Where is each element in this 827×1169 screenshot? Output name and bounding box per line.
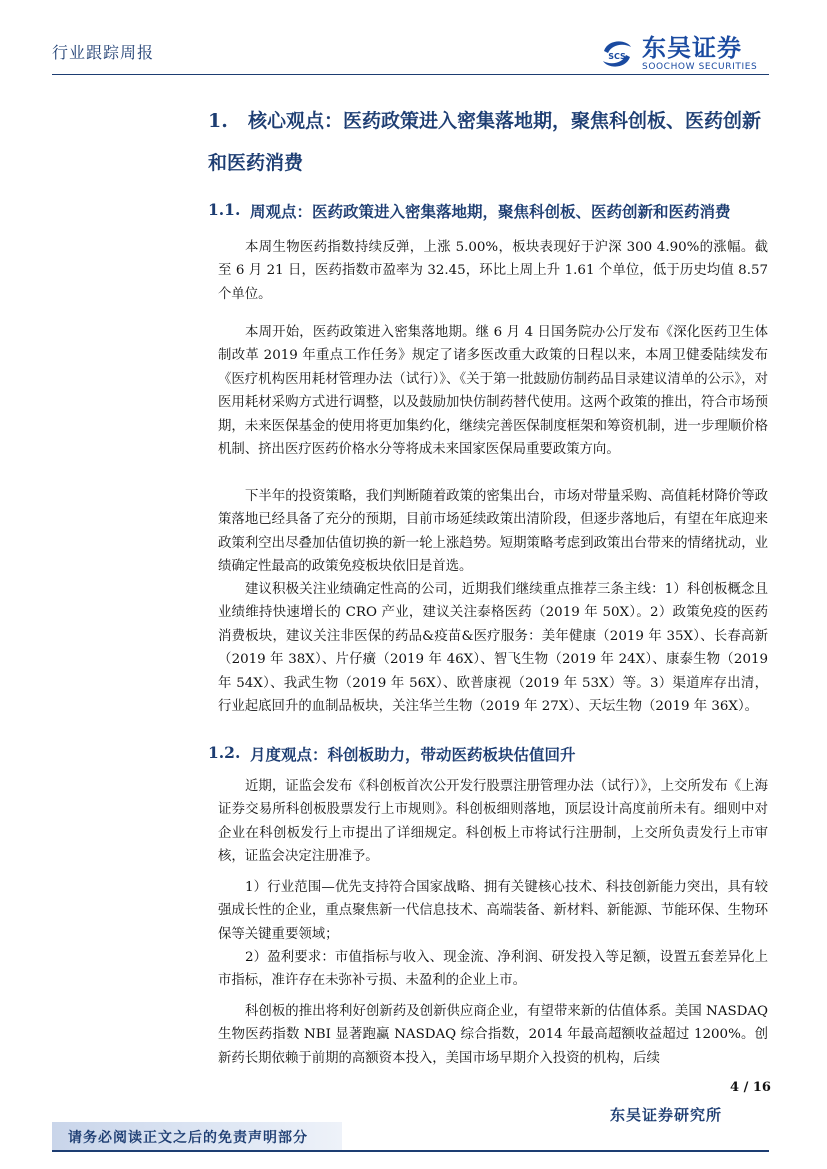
paragraph: 2）盈利要求：市值指标与收入、现金流、净利润、研发投入等足额，设置五套差异化上市指标，准许存在未弥补亏损、未盈利的企业上市。 xyxy=(218,950,768,989)
footer-divider xyxy=(52,1150,769,1152)
section-1-1-number: 1.1. xyxy=(208,200,241,219)
footer-institute: 东吴证券研究所 xyxy=(610,1106,723,1124)
brand-name-cn: 东吴证券 xyxy=(642,34,742,62)
page-number: 4 / 16 xyxy=(730,1080,771,1095)
section-1-2-title: 月度观点：科创板助力，带动医药板块估值回升 xyxy=(250,745,576,764)
paragraph: 科创板的推出将利好创新药及创新供应商企业，有望带来新的估值体系。美国 NASDAQ 生物医药指数 NBI 显著跑赢 NASDAQ 综合指数，2014 年最高超额收益超过 1200%。创新药长期依赖于前期的高额资本投入，美国市场早期介入投资的机构，后续 xyxy=(218,1004,768,1066)
paragraph: 本周生物医药指数持续反弹，上涨 5.00%，板块表现好于沪深 300 4.90%的涨幅。截至 6 月 21 日，医药指数市盈率为 32.45，环比上周上升 1.61 个单位，低于历史均值 8.57 个单位。 xyxy=(218,240,768,302)
report-type-label: 行业跟踪周报 xyxy=(52,43,155,62)
brand-name-en: SOOCHOW SECURITIES xyxy=(642,62,758,72)
soochow-logo-icon xyxy=(598,37,636,71)
paragraph: 建议积极关注业绩确定性高的公司，近期我们继续重点推荐三条主线：1）科创板概念且业绩维持快速增长的 CRO 产业，建议关注泰格医药（2019 年 50X）。2）政策免疫的医药消费板块，建议关注非医保的药品&疫苗&医疗服务：美年健康（2019 年 35X）、长春高新（2019 年 38X）、片仔癀（2019 年 46X）、智飞生物（2019 年 24X）、康泰生物（2019 年 54X）、我武生物（2019 年 56X）、欧普康视（2019 年 53X）等。3）渠道库存出清，行业起底回升的血制品板块，关注华兰生物（2019 年 27X）、天坛生物（2019 年 36X）。 xyxy=(218,582,768,715)
section-1-1-title: 周观点：医药政策进入密集落地期，聚焦科创板、医药创新和医药消费 xyxy=(250,202,731,221)
paragraph: 近期，证监会发布《科创板首次公开发行股票注册管理办法（试行）》，上交所发布《上海证券交易所科创板股票发行上市规则》。科创板细则落地，顶层设计高度前所未有。细则中对企业在科创板发行上市提出了详细规定。科创板上市将试行注册制，上交所负责发行上市审核，证监会决定注册准予。 xyxy=(218,779,768,865)
section-1-2-number: 1.2. xyxy=(208,743,241,762)
section-1-number: 1. xyxy=(208,110,228,132)
paragraph: 本周开始，医药政策进入密集落地期。继 6 月 4 日国务院办公厅发布《深化医药卫生体制改革 2019 年重点工作任务》规定了诸多医改重大政策的日程以来，本周卫健委陆续发布《医疗机构医用耗材管理办法（试行）》、《关于第一批鼓励仿制药品目录建议清单的公示》，对医用耗材采购方式进行调整，以及鼓励加快仿制药替代使用。这两个政策的推出，符合市场预期，未来医保基金的使用将更加集约化，继续完善医保制度框架和筹资机制，进一步理顺价格机制、挤出医疗医药价格水分等将成未来国家医保局重要政策方向。 xyxy=(218,325,768,458)
logo-letters: SCS xyxy=(608,52,626,61)
section-1-title-line1: 核心观点：医药政策进入密集落地期，聚焦科创板、医药创新 xyxy=(248,110,762,132)
brand-logo xyxy=(598,36,757,72)
paragraph: 1）行业范围—优先支持符合国家战略、拥有关键核心技术、科技创新能力突出，具有较强成长性的企业，重点聚焦新一代信息技术、高端装备、新材料、新能源、节能环保、生物环保等关键重要领域； xyxy=(218,880,768,942)
header-divider xyxy=(52,74,769,75)
paragraph: 下半年的投资策略，我们判断随着政策的密集出台，市场对带量采购、高值耗材降价等政策落地已经具备了充分的预期，目前市场延续政策出清阶段，但逐步落地后，有望在年底迎来政策利空出尽叠加估值切换的新一轮上涨趋势。短期策略考虑到政策出台带来的情绪扰动，业绩确定性最高的政策免疫板块依旧是首选。 xyxy=(218,489,768,575)
section-1-title-line2: 和医药消费 xyxy=(208,152,304,174)
footer-disclaimer: 请务必阅读正文之后的免责声明部分 xyxy=(68,1130,308,1146)
